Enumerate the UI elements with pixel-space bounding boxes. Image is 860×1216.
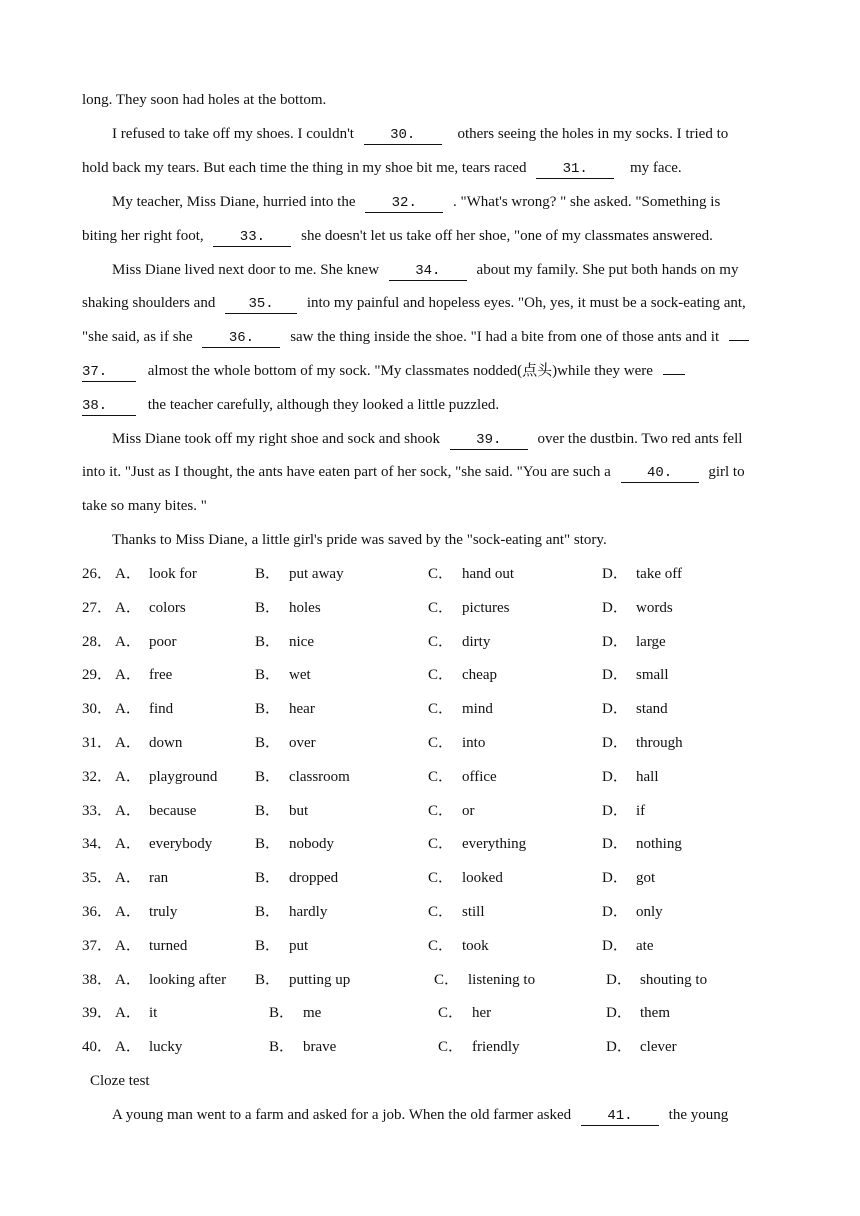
- blank-37[interactable]: 37.: [82, 364, 136, 382]
- option-c-letter: C．: [428, 937, 454, 954]
- option-d-text[interactable]: through: [636, 735, 683, 751]
- option-a-letter: A．: [115, 701, 141, 718]
- option-a-letter: A．: [115, 667, 141, 684]
- option-b-text[interactable]: holes: [289, 599, 321, 616]
- passage-line: [82, 90, 326, 110]
- option-d-text[interactable]: stand: [636, 701, 668, 718]
- option-d-letter: D．: [606, 1005, 632, 1022]
- option-a-text[interactable]: everybody: [149, 836, 213, 853]
- option-b-letter: B．: [255, 937, 281, 954]
- option-b-letter: B．: [255, 599, 281, 616]
- option-b-letter: B．: [255, 768, 281, 785]
- passage-line: [112, 530, 607, 550]
- blank-30[interactable]: 30.: [364, 127, 442, 145]
- passage-line: [112, 1105, 728, 1126]
- blank-31[interactable]: 31.: [536, 161, 614, 179]
- option-d-text[interactable]: if: [636, 802, 646, 819]
- option-a-text[interactable]: lucky: [149, 1039, 183, 1056]
- passage-line: [112, 429, 742, 450]
- question-number: 35．: [82, 870, 113, 887]
- question-number: 33．: [82, 802, 113, 819]
- option-a-letter: A．: [115, 937, 141, 954]
- option-a-text[interactable]: looking after: [149, 971, 227, 988]
- blank-34[interactable]: 34.: [389, 263, 467, 281]
- option-c-letter: C．: [434, 971, 460, 988]
- passage-text: take so many bites. ": [82, 498, 207, 514]
- option-d-letter: D．: [602, 701, 628, 718]
- option-b-letter: B．: [255, 836, 281, 853]
- question-number: 28．: [82, 633, 113, 650]
- blank-36[interactable]: 36.: [202, 330, 280, 348]
- option-d-text[interactable]: only: [636, 904, 663, 920]
- option-d-letter: D．: [602, 667, 628, 684]
- blank-40[interactable]: 40.: [621, 465, 699, 483]
- passage-text: girl to: [708, 464, 745, 480]
- option-b-text[interactable]: hardly: [289, 904, 328, 920]
- option-c-text[interactable]: her: [472, 1005, 492, 1022]
- option-a-letter: A．: [115, 870, 141, 887]
- option-d-letter: D．: [606, 1039, 632, 1056]
- option-c-letter: C．: [428, 802, 454, 819]
- option-b-text[interactable]: classroom: [289, 768, 350, 785]
- option-c-letter: C．: [428, 836, 454, 853]
- option-d-text[interactable]: got: [636, 870, 656, 887]
- option-a-text[interactable]: look for: [149, 566, 197, 582]
- blank-38[interactable]: 38.: [82, 398, 136, 416]
- option-b-letter: B．: [255, 971, 281, 988]
- option-b-text[interactable]: wet: [289, 667, 311, 684]
- option-c-letter: C．: [438, 1039, 464, 1056]
- option-b-letter: B．: [269, 1039, 295, 1056]
- passage-text: hold back my tears. But each time the thing in my shoe bit me, tears raced: [82, 160, 527, 176]
- passage-text: into it. "Just as I thought, the ants have eaten part of her sock, "she said. "You are such a: [82, 464, 611, 480]
- passage-line: [82, 496, 207, 516]
- option-a-text[interactable]: it: [149, 1005, 158, 1022]
- option-c-text[interactable]: hand out: [462, 566, 515, 582]
- question-number: 30．: [82, 701, 113, 718]
- passage-text: Miss Diane took off my right shoe and sock and shook: [112, 431, 441, 447]
- passage-line: [82, 462, 745, 483]
- passage-line: [112, 260, 738, 281]
- option-b-letter: B．: [255, 566, 281, 582]
- option-c-letter: C．: [428, 701, 454, 718]
- passage-text: . "What's wrong? " she asked. "Something is: [453, 194, 721, 210]
- option-b-letter: B．: [255, 802, 281, 819]
- option-b-text[interactable]: but: [289, 802, 309, 819]
- option-c-text[interactable]: listening to: [468, 971, 536, 988]
- option-d-letter: D．: [602, 870, 628, 887]
- option-b-text[interactable]: put away: [289, 566, 344, 582]
- passage-line: [82, 226, 713, 247]
- option-a-text[interactable]: poor: [149, 633, 177, 650]
- question-number: 40．: [82, 1039, 113, 1056]
- passage-text: shaking shoulders and: [82, 295, 216, 311]
- option-a-letter: A．: [115, 802, 141, 819]
- option-c-letter: C．: [428, 633, 454, 650]
- option-d-letter: D．: [602, 566, 628, 582]
- option-b-letter: B．: [255, 667, 281, 684]
- option-a-letter: A．: [115, 1005, 141, 1022]
- option-c-text[interactable]: mind: [462, 701, 493, 718]
- passage-line: [82, 361, 685, 382]
- option-c-letter: C．: [428, 667, 454, 684]
- option-a-text[interactable]: find: [149, 701, 174, 718]
- passage-line: [82, 327, 749, 348]
- option-c-text[interactable]: into: [462, 735, 486, 751]
- option-a-letter: A．: [115, 735, 141, 751]
- option-a-text[interactable]: down: [149, 735, 183, 751]
- passage-text: biting her right foot,: [82, 228, 204, 244]
- passage-text: almost the whole bottom of my sock. "My classmates nodded(点头)while they were: [147, 363, 653, 379]
- option-b-text[interactable]: dropped: [289, 870, 339, 887]
- option-b-letter: B．: [255, 633, 281, 650]
- blank-37-start: [729, 340, 749, 341]
- question-number: 32．: [82, 768, 113, 785]
- option-d-text[interactable]: hall: [636, 768, 659, 785]
- question-number: 27．: [82, 599, 113, 616]
- option-c-text[interactable]: everything: [462, 836, 527, 853]
- option-c-text[interactable]: took: [462, 937, 489, 954]
- option-a-letter: A．: [115, 971, 141, 988]
- option-a-text[interactable]: turned: [149, 937, 188, 954]
- option-d-text[interactable]: small: [636, 667, 669, 684]
- option-d-letter: D．: [602, 599, 628, 616]
- passage-text: saw the thing inside the shoe. "I had a bite from one of those ants and it: [290, 329, 720, 345]
- blank-32[interactable]: 32.: [365, 195, 443, 213]
- blank-35[interactable]: 35.: [225, 296, 297, 314]
- option-d-text[interactable]: nothing: [636, 836, 682, 853]
- option-b-text[interactable]: over: [289, 735, 316, 751]
- option-b-letter: B．: [255, 904, 281, 920]
- option-c-letter: C．: [428, 599, 454, 616]
- passage-text: about my family. She put both hands on my: [476, 262, 739, 278]
- option-b-text[interactable]: nice: [289, 633, 314, 650]
- passage-text: "she said, as if she: [82, 329, 193, 345]
- option-c-text[interactable]: cheap: [462, 667, 497, 684]
- question-number: 36．: [82, 904, 113, 920]
- option-d-text[interactable]: ate: [636, 937, 654, 954]
- option-a-text[interactable]: colors: [149, 599, 186, 616]
- option-d-letter: D．: [602, 904, 628, 920]
- option-b-letter: B．: [255, 870, 281, 887]
- passage-text: over the dustbin. Two red ants fell: [537, 431, 743, 447]
- option-b-text[interactable]: put: [289, 937, 309, 954]
- option-a-text[interactable]: because: [149, 802, 197, 819]
- section-heading-text: Cloze test: [90, 1073, 150, 1089]
- option-c-text[interactable]: office: [462, 768, 497, 785]
- option-b-letter: B．: [255, 701, 281, 718]
- passage-line: [82, 293, 746, 314]
- passage-text: My teacher, Miss Diane, hurried into the: [112, 194, 356, 210]
- option-c-text[interactable]: pictures: [462, 599, 510, 616]
- option-c-text[interactable]: or: [462, 802, 475, 819]
- option-b-text[interactable]: putting up: [289, 971, 351, 988]
- passage-line: [82, 158, 682, 179]
- option-c-letter: C．: [428, 735, 454, 751]
- option-d-letter: D．: [602, 836, 628, 853]
- option-b-text[interactable]: me: [303, 1005, 322, 1022]
- option-d-text[interactable]: words: [636, 599, 673, 616]
- option-a-text[interactable]: truly: [149, 904, 178, 920]
- option-a-letter: A．: [115, 768, 141, 785]
- blank-33[interactable]: 33.: [213, 229, 291, 247]
- option-b-text[interactable]: brave: [303, 1039, 337, 1056]
- passage-line: [112, 192, 720, 213]
- option-d-text[interactable]: clever: [640, 1039, 677, 1056]
- section-heading: [90, 1071, 150, 1091]
- option-a-letter: A．: [115, 904, 141, 920]
- passage-text: the young: [668, 1107, 729, 1123]
- option-a-letter: A．: [115, 1039, 141, 1056]
- question-number: 34．: [82, 836, 113, 853]
- blank-38-start: [663, 374, 685, 375]
- option-c-letter: C．: [428, 768, 454, 785]
- option-b-text[interactable]: hear: [289, 701, 315, 718]
- option-a-letter: A．: [115, 566, 141, 582]
- option-c-text[interactable]: dirty: [462, 633, 491, 650]
- option-c-text[interactable]: friendly: [472, 1039, 520, 1056]
- option-a-text[interactable]: free: [149, 667, 173, 684]
- option-a-text[interactable]: ran: [149, 870, 169, 887]
- option-c-text[interactable]: looked: [462, 870, 503, 887]
- option-d-letter: D．: [602, 735, 628, 751]
- option-d-letter: D．: [606, 971, 632, 988]
- question-number: 38．: [82, 971, 113, 988]
- option-c-text[interactable]: still: [462, 904, 485, 920]
- passage-line: [82, 395, 499, 416]
- option-c-letter: C．: [428, 566, 454, 582]
- question-number: 31．: [82, 735, 113, 751]
- option-d-letter: D．: [602, 768, 628, 785]
- question-number: 39．: [82, 1005, 113, 1022]
- option-c-letter: C．: [438, 1005, 464, 1022]
- option-a-letter: A．: [115, 599, 141, 616]
- passage-text: my face.: [629, 160, 682, 176]
- passage-text: she doesn't let us take off her shoe, "one of my classmates answered.: [301, 228, 713, 244]
- passage-text: Thanks to Miss Diane, a little girl's pride was saved by the "sock-eating ant" story.: [112, 532, 607, 548]
- option-c-letter: C．: [428, 870, 454, 887]
- option-d-letter: D．: [602, 937, 628, 954]
- question-number: 37．: [82, 937, 113, 954]
- option-d-text[interactable]: shouting to: [640, 971, 708, 988]
- option-b-text[interactable]: nobody: [289, 836, 334, 853]
- option-d-text[interactable]: them: [640, 1005, 670, 1022]
- passage-text: others seeing the holes in my socks. I tried to: [457, 126, 729, 142]
- passage-text: I refused to take off my shoes. I couldn't: [112, 126, 354, 142]
- passage-text: long. They soon had holes at the bottom.: [82, 92, 327, 108]
- option-a-letter: A．: [115, 633, 141, 650]
- question-number: 29．: [82, 667, 113, 684]
- passage-text: the teacher carefully, although they looked a little puzzled.: [147, 397, 500, 413]
- option-a-text[interactable]: playground: [149, 768, 218, 785]
- blank-39[interactable]: 39.: [450, 432, 528, 450]
- option-a-letter: A．: [115, 836, 141, 853]
- passage-text: into my painful and hopeless eyes. "Oh, yes, it must be a sock-eating ant,: [306, 295, 746, 311]
- option-d-letter: D．: [602, 633, 628, 650]
- question-number: 26．: [82, 566, 113, 582]
- option-d-text[interactable]: take off: [636, 566, 682, 582]
- option-c-letter: C．: [428, 904, 454, 920]
- option-d-letter: D．: [602, 802, 628, 819]
- passage-line: [112, 124, 728, 145]
- option-b-letter: B．: [255, 735, 281, 751]
- option-d-text[interactable]: large: [636, 633, 666, 650]
- option-b-letter: B．: [269, 1005, 295, 1022]
- blank-41[interactable]: 41.: [581, 1108, 659, 1126]
- passage-text: A young man went to a farm and asked for a job. When the old farmer asked: [112, 1107, 572, 1123]
- passage-text: Miss Diane lived next door to me. She knew: [112, 262, 380, 278]
